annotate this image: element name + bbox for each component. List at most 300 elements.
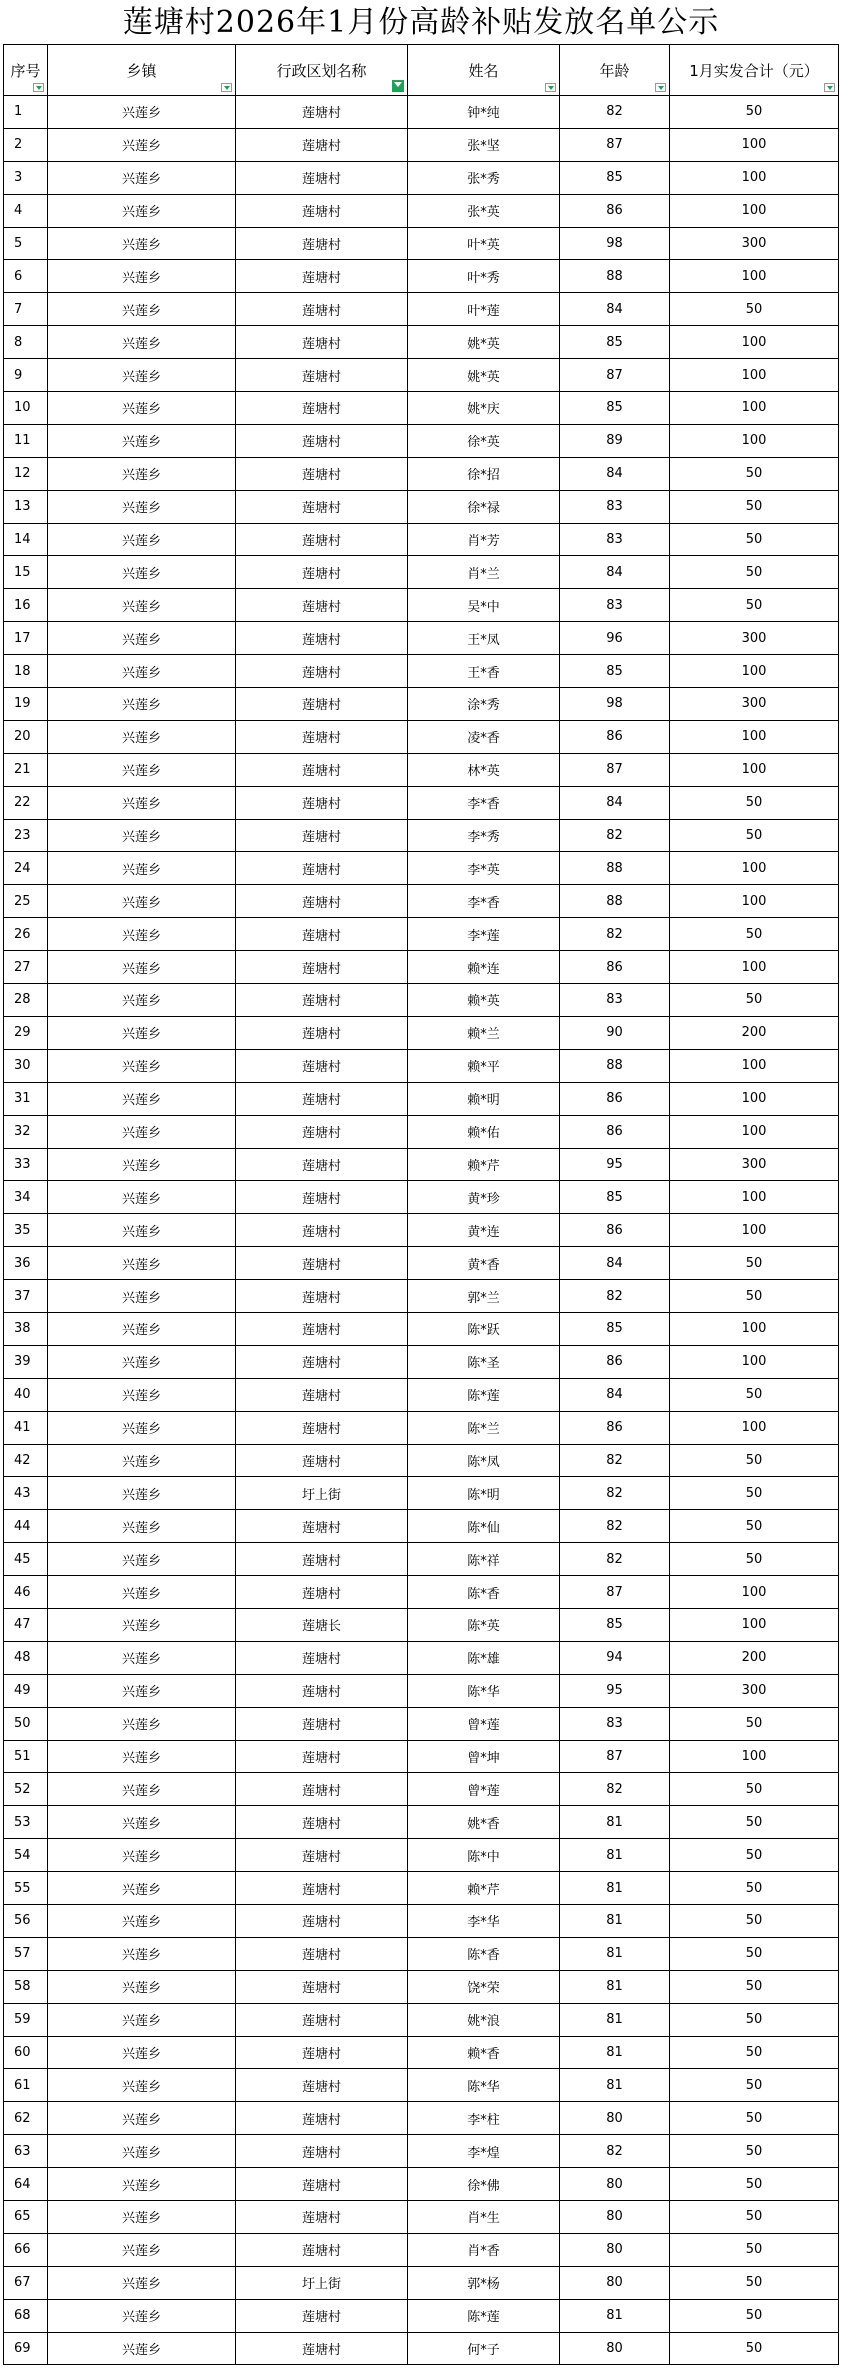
cell-district[interactable]: 莲塘村: [235, 820, 407, 852]
cell-town[interactable]: 兴莲乡: [47, 1806, 235, 1838]
cell-town[interactable]: 兴莲乡: [47, 1116, 235, 1148]
cell-name[interactable]: 徐*招: [407, 458, 559, 490]
cell-seq[interactable]: 60: [3, 2037, 47, 2069]
cell-district[interactable]: 莲塘村: [235, 1806, 407, 1838]
cell-age[interactable]: 83: [559, 491, 669, 523]
cell-amount[interactable]: 100: [669, 326, 839, 358]
cell-town[interactable]: 兴莲乡: [47, 1346, 235, 1378]
cell-district[interactable]: 莲塘村: [235, 1872, 407, 1904]
cell-name[interactable]: 钟*纯: [407, 96, 559, 128]
cell-district[interactable]: 莲塘村: [235, 1379, 407, 1411]
cell-name[interactable]: 李*英: [407, 852, 559, 884]
cell-district[interactable]: 莲塘村: [235, 1083, 407, 1115]
cell-name[interactable]: 陈*莲: [407, 2300, 559, 2332]
cell-name[interactable]: 叶*莲: [407, 293, 559, 325]
cell-age[interactable]: 81: [559, 1806, 669, 1838]
cell-age[interactable]: 81: [559, 2037, 669, 2069]
cell-age[interactable]: 86: [559, 1412, 669, 1444]
cell-seq[interactable]: 64: [3, 2168, 47, 2200]
cell-amount[interactable]: 50: [669, 2102, 839, 2134]
cell-seq[interactable]: 55: [3, 1872, 47, 1904]
cell-amount[interactable]: 50: [669, 1971, 839, 2003]
cell-name[interactable]: 姚*英: [407, 359, 559, 391]
cell-seq[interactable]: 15: [3, 556, 47, 588]
cell-age[interactable]: 80: [559, 2201, 669, 2233]
cell-district[interactable]: 莲塘村: [235, 1050, 407, 1082]
cell-name[interactable]: 王*香: [407, 655, 559, 687]
cell-seq[interactable]: 17: [3, 622, 47, 654]
cell-town[interactable]: 兴莲乡: [47, 326, 235, 358]
cell-amount[interactable]: 100: [669, 1116, 839, 1148]
cell-age[interactable]: 95: [559, 1675, 669, 1707]
cell-name[interactable]: 郭*兰: [407, 1280, 559, 1312]
cell-town[interactable]: 兴莲乡: [47, 2037, 235, 2069]
cell-town[interactable]: 兴莲乡: [47, 1477, 235, 1509]
cell-amount[interactable]: 50: [669, 1445, 839, 1477]
cell-town[interactable]: 兴莲乡: [47, 1609, 235, 1641]
filter-dropdown-icon[interactable]: [33, 83, 44, 92]
cell-amount[interactable]: 50: [669, 491, 839, 523]
cell-district[interactable]: 莲塘村: [235, 1214, 407, 1246]
cell-age[interactable]: 82: [559, 1280, 669, 1312]
filter-dropdown-icon[interactable]: [545, 83, 556, 92]
cell-amount[interactable]: 50: [669, 96, 839, 128]
cell-amount[interactable]: 50: [669, 918, 839, 950]
cell-name[interactable]: 张*英: [407, 195, 559, 227]
cell-district[interactable]: 莲塘村: [235, 96, 407, 128]
cell-district[interactable]: 莲塘村: [235, 129, 407, 161]
cell-town[interactable]: 兴莲乡: [47, 820, 235, 852]
cell-name[interactable]: 李*华: [407, 1905, 559, 1937]
cell-seq[interactable]: 31: [3, 1083, 47, 1115]
cell-amount[interactable]: 50: [669, 589, 839, 621]
cell-district[interactable]: 莲塘村: [235, 1346, 407, 1378]
cell-seq[interactable]: 61: [3, 2069, 47, 2101]
cell-district[interactable]: 莲塘村: [235, 885, 407, 917]
cell-name[interactable]: 李*秀: [407, 820, 559, 852]
cell-name[interactable]: 姚*香: [407, 1806, 559, 1838]
cell-age[interactable]: 85: [559, 1181, 669, 1213]
cell-age[interactable]: 86: [559, 1083, 669, 1115]
cell-town[interactable]: 兴莲乡: [47, 2234, 235, 2266]
cell-age[interactable]: 87: [559, 129, 669, 161]
cell-amount[interactable]: 100: [669, 1346, 839, 1378]
cell-district[interactable]: 莲塘村: [235, 655, 407, 687]
cell-age[interactable]: 86: [559, 1214, 669, 1246]
cell-name[interactable]: 曾*莲: [407, 1708, 559, 1740]
cell-amount[interactable]: 100: [669, 1313, 839, 1345]
header-district[interactable]: [235, 45, 407, 95]
cell-amount[interactable]: 50: [669, 787, 839, 819]
cell-seq[interactable]: 66: [3, 2234, 47, 2266]
cell-amount[interactable]: 50: [669, 556, 839, 588]
cell-district[interactable]: 莲塘村: [235, 2004, 407, 2036]
cell-age[interactable]: 96: [559, 622, 669, 654]
cell-name[interactable]: 赖*佑: [407, 1116, 559, 1148]
cell-district[interactable]: 莲塘村: [235, 1741, 407, 1773]
cell-seq[interactable]: 37: [3, 1280, 47, 1312]
cell-name[interactable]: 陈*雄: [407, 1642, 559, 1674]
cell-amount[interactable]: 50: [669, 984, 839, 1016]
cell-amount[interactable]: 100: [669, 1181, 839, 1213]
cell-district[interactable]: 莲塘村: [235, 1017, 407, 1049]
cell-town[interactable]: 兴莲乡: [47, 1872, 235, 1904]
cell-town[interactable]: 兴莲乡: [47, 2102, 235, 2134]
cell-amount[interactable]: 50: [669, 1379, 839, 1411]
cell-seq[interactable]: 47: [3, 1609, 47, 1641]
cell-district[interactable]: 莲塘村: [235, 556, 407, 588]
cell-name[interactable]: 陈*明: [407, 1477, 559, 1509]
cell-name[interactable]: 陈*跃: [407, 1313, 559, 1345]
cell-age[interactable]: 82: [559, 1543, 669, 1575]
cell-town[interactable]: 兴莲乡: [47, 491, 235, 523]
cell-town[interactable]: 兴莲乡: [47, 228, 235, 260]
cell-age[interactable]: 85: [559, 392, 669, 424]
cell-name[interactable]: 郭*杨: [407, 2267, 559, 2299]
cell-town[interactable]: 兴莲乡: [47, 1543, 235, 1575]
cell-age[interactable]: 86: [559, 1346, 669, 1378]
cell-amount[interactable]: 50: [669, 2037, 839, 2069]
cell-town[interactable]: 兴莲乡: [47, 1247, 235, 1279]
cell-seq[interactable]: 45: [3, 1543, 47, 1575]
cell-town[interactable]: 兴莲乡: [47, 1083, 235, 1115]
cell-town[interactable]: 兴莲乡: [47, 425, 235, 457]
cell-amount[interactable]: 100: [669, 1214, 839, 1246]
cell-seq[interactable]: 8: [3, 326, 47, 358]
cell-town[interactable]: 兴莲乡: [47, 721, 235, 753]
cell-name[interactable]: 赖*芹: [407, 1872, 559, 1904]
cell-seq[interactable]: 65: [3, 2201, 47, 2233]
cell-town[interactable]: 兴莲乡: [47, 1445, 235, 1477]
cell-amount[interactable]: 50: [669, 2004, 839, 2036]
cell-town[interactable]: 兴莲乡: [47, 984, 235, 1016]
cell-town[interactable]: 兴莲乡: [47, 1905, 235, 1937]
cell-amount[interactable]: 50: [669, 2201, 839, 2233]
cell-town[interactable]: 兴莲乡: [47, 2201, 235, 2233]
cell-age[interactable]: 85: [559, 1609, 669, 1641]
cell-seq[interactable]: 22: [3, 787, 47, 819]
cell-district[interactable]: 莲塘村: [235, 1938, 407, 1970]
cell-seq[interactable]: 59: [3, 2004, 47, 2036]
cell-town[interactable]: 兴莲乡: [47, 1675, 235, 1707]
cell-name[interactable]: 徐*佛: [407, 2168, 559, 2200]
cell-age[interactable]: 81: [559, 1905, 669, 1937]
cell-age[interactable]: 81: [559, 1839, 669, 1871]
cell-amount[interactable]: 50: [669, 1872, 839, 1904]
cell-seq[interactable]: 57: [3, 1938, 47, 1970]
cell-seq[interactable]: 23: [3, 820, 47, 852]
cell-name[interactable]: 赖*英: [407, 984, 559, 1016]
cell-age[interactable]: 82: [559, 1773, 669, 1805]
cell-district[interactable]: 莲塘村: [235, 195, 407, 227]
cell-amount[interactable]: 300: [669, 1149, 839, 1181]
cell-amount[interactable]: 50: [669, 2069, 839, 2101]
cell-district[interactable]: 莲塘村: [235, 2234, 407, 2266]
cell-age[interactable]: 83: [559, 984, 669, 1016]
cell-seq[interactable]: 34: [3, 1181, 47, 1213]
cell-age[interactable]: 87: [559, 1576, 669, 1608]
cell-age[interactable]: 88: [559, 260, 669, 292]
cell-age[interactable]: 84: [559, 1247, 669, 1279]
cell-amount[interactable]: 100: [669, 1609, 839, 1641]
cell-town[interactable]: 兴莲乡: [47, 1510, 235, 1542]
cell-district[interactable]: 莲塘村: [235, 1181, 407, 1213]
header-seq[interactable]: [3, 45, 47, 95]
cell-amount[interactable]: 50: [669, 1708, 839, 1740]
cell-age[interactable]: 86: [559, 1116, 669, 1148]
filter-dropdown-icon[interactable]: [221, 83, 232, 92]
cell-amount[interactable]: 50: [669, 1280, 839, 1312]
cell-name[interactable]: 肖*兰: [407, 556, 559, 588]
cell-town[interactable]: 兴莲乡: [47, 1149, 235, 1181]
cell-town[interactable]: 兴莲乡: [47, 1839, 235, 1871]
cell-name[interactable]: 赖*明: [407, 1083, 559, 1115]
cell-seq[interactable]: 9: [3, 359, 47, 391]
cell-age[interactable]: 87: [559, 754, 669, 786]
cell-amount[interactable]: 300: [669, 228, 839, 260]
cell-age[interactable]: 84: [559, 293, 669, 325]
cell-amount[interactable]: 100: [669, 885, 839, 917]
cell-district[interactable]: 莲塘村: [235, 1839, 407, 1871]
cell-age[interactable]: 85: [559, 1313, 669, 1345]
cell-seq[interactable]: 33: [3, 1149, 47, 1181]
cell-district[interactable]: 莲塘村: [235, 2201, 407, 2233]
cell-seq[interactable]: 27: [3, 951, 47, 983]
cell-name[interactable]: 王*凤: [407, 622, 559, 654]
cell-seq[interactable]: 14: [3, 524, 47, 556]
cell-seq[interactable]: 1: [3, 96, 47, 128]
cell-name[interactable]: 陈*仙: [407, 1510, 559, 1542]
cell-district[interactable]: 莲塘村: [235, 1905, 407, 1937]
cell-seq[interactable]: 48: [3, 1642, 47, 1674]
cell-age[interactable]: 81: [559, 2069, 669, 2101]
cell-town[interactable]: 兴莲乡: [47, 1214, 235, 1246]
cell-town[interactable]: 兴莲乡: [47, 2267, 235, 2299]
cell-amount[interactable]: 100: [669, 951, 839, 983]
cell-amount[interactable]: 100: [669, 1050, 839, 1082]
cell-name[interactable]: 李*莲: [407, 918, 559, 950]
cell-name[interactable]: 叶*英: [407, 228, 559, 260]
cell-town[interactable]: 兴莲乡: [47, 1181, 235, 1213]
cell-district[interactable]: 莲塘村: [235, 1149, 407, 1181]
cell-district[interactable]: 莲塘村: [235, 721, 407, 753]
cell-town[interactable]: 兴莲乡: [47, 293, 235, 325]
cell-name[interactable]: 吴*中: [407, 589, 559, 621]
cell-age[interactable]: 81: [559, 1971, 669, 2003]
cell-seq[interactable]: 38: [3, 1313, 47, 1345]
cell-name[interactable]: 陈*中: [407, 1839, 559, 1871]
cell-seq[interactable]: 10: [3, 392, 47, 424]
cell-age[interactable]: 90: [559, 1017, 669, 1049]
cell-age[interactable]: 88: [559, 1050, 669, 1082]
cell-name[interactable]: 黄*连: [407, 1214, 559, 1246]
cell-town[interactable]: 兴莲乡: [47, 524, 235, 556]
filter-dropdown-icon[interactable]: [824, 83, 835, 92]
cell-amount[interactable]: 100: [669, 721, 839, 753]
cell-amount[interactable]: 50: [669, 820, 839, 852]
cell-seq[interactable]: 68: [3, 2300, 47, 2332]
cell-district[interactable]: 莲塘村: [235, 589, 407, 621]
cell-age[interactable]: 86: [559, 721, 669, 753]
cell-name[interactable]: 姚*浪: [407, 2004, 559, 2036]
cell-name[interactable]: 林*英: [407, 754, 559, 786]
cell-district[interactable]: 莲塘村: [235, 162, 407, 194]
cell-amount[interactable]: 50: [669, 293, 839, 325]
cell-seq[interactable]: 2: [3, 129, 47, 161]
cell-amount[interactable]: 200: [669, 1642, 839, 1674]
cell-town[interactable]: 兴莲乡: [47, 1708, 235, 1740]
cell-district[interactable]: 莲塘村: [235, 2037, 407, 2069]
cell-age[interactable]: 80: [559, 2234, 669, 2266]
cell-district[interactable]: 莲塘村: [235, 1445, 407, 1477]
cell-district[interactable]: 莲塘村: [235, 1412, 407, 1444]
cell-age[interactable]: 85: [559, 655, 669, 687]
cell-town[interactable]: 兴莲乡: [47, 787, 235, 819]
cell-age[interactable]: 98: [559, 228, 669, 260]
cell-town[interactable]: 兴莲乡: [47, 885, 235, 917]
cell-town[interactable]: 兴莲乡: [47, 1938, 235, 1970]
cell-name[interactable]: 赖*平: [407, 1050, 559, 1082]
cell-name[interactable]: 陈*英: [407, 1609, 559, 1641]
cell-town[interactable]: 兴莲乡: [47, 1050, 235, 1082]
cell-seq[interactable]: 36: [3, 1247, 47, 1279]
filter-active-icon[interactable]: [392, 80, 404, 92]
cell-district[interactable]: 莲塘村: [235, 524, 407, 556]
cell-district[interactable]: 莲塘村: [235, 1708, 407, 1740]
cell-district[interactable]: 莲塘村: [235, 1576, 407, 1608]
cell-age[interactable]: 82: [559, 1477, 669, 1509]
cell-town[interactable]: 兴莲乡: [47, 1576, 235, 1608]
cell-name[interactable]: 陈*华: [407, 2069, 559, 2101]
cell-age[interactable]: 84: [559, 458, 669, 490]
cell-district[interactable]: 莲塘村: [235, 228, 407, 260]
cell-town[interactable]: 兴莲乡: [47, 2069, 235, 2101]
cell-seq[interactable]: 19: [3, 688, 47, 720]
cell-town[interactable]: 兴莲乡: [47, 2333, 235, 2365]
cell-district[interactable]: 莲塘村: [235, 425, 407, 457]
cell-district[interactable]: 莲塘村: [235, 1116, 407, 1148]
cell-amount[interactable]: 100: [669, 1741, 839, 1773]
cell-name[interactable]: 陈*兰: [407, 1412, 559, 1444]
cell-seq[interactable]: 44: [3, 1510, 47, 1542]
cell-name[interactable]: 张*秀: [407, 162, 559, 194]
filter-dropdown-icon[interactable]: [655, 83, 666, 92]
cell-district[interactable]: 莲塘村: [235, 918, 407, 950]
cell-town[interactable]: 兴莲乡: [47, 2300, 235, 2332]
cell-seq[interactable]: 42: [3, 1445, 47, 1477]
cell-seq[interactable]: 20: [3, 721, 47, 753]
cell-age[interactable]: 95: [559, 1149, 669, 1181]
cell-amount[interactable]: 100: [669, 162, 839, 194]
cell-seq[interactable]: 26: [3, 918, 47, 950]
cell-town[interactable]: 兴莲乡: [47, 2004, 235, 2036]
cell-amount[interactable]: 50: [669, 1839, 839, 1871]
cell-district[interactable]: 莲塘村: [235, 326, 407, 358]
cell-town[interactable]: 兴莲乡: [47, 1741, 235, 1773]
cell-seq[interactable]: 46: [3, 1576, 47, 1608]
cell-name[interactable]: 徐*禄: [407, 491, 559, 523]
cell-amount[interactable]: 50: [669, 1543, 839, 1575]
cell-amount[interactable]: 50: [669, 1773, 839, 1805]
cell-town[interactable]: 兴莲乡: [47, 1773, 235, 1805]
cell-town[interactable]: 兴莲乡: [47, 688, 235, 720]
cell-district[interactable]: 莲塘村: [235, 754, 407, 786]
cell-name[interactable]: 赖*芹: [407, 1149, 559, 1181]
cell-town[interactable]: 兴莲乡: [47, 951, 235, 983]
cell-district[interactable]: 莲塘长: [235, 1609, 407, 1641]
cell-district[interactable]: 莲塘村: [235, 458, 407, 490]
cell-district[interactable]: 莲塘村: [235, 2102, 407, 2134]
cell-name[interactable]: 陈*香: [407, 1576, 559, 1608]
cell-district[interactable]: 圩上街: [235, 1477, 407, 1509]
cell-seq[interactable]: 39: [3, 1346, 47, 1378]
cell-age[interactable]: 82: [559, 1445, 669, 1477]
cell-district[interactable]: 莲塘村: [235, 1247, 407, 1279]
cell-age[interactable]: 85: [559, 162, 669, 194]
cell-seq[interactable]: 11: [3, 425, 47, 457]
cell-town[interactable]: 兴莲乡: [47, 195, 235, 227]
cell-seq[interactable]: 6: [3, 260, 47, 292]
cell-district[interactable]: 莲塘村: [235, 1313, 407, 1345]
cell-name[interactable]: 陈*莲: [407, 1379, 559, 1411]
cell-amount[interactable]: 50: [669, 2135, 839, 2167]
cell-name[interactable]: 曾*坤: [407, 1741, 559, 1773]
cell-age[interactable]: 86: [559, 951, 669, 983]
cell-age[interactable]: 80: [559, 2102, 669, 2134]
cell-age[interactable]: 82: [559, 820, 669, 852]
cell-district[interactable]: 莲塘村: [235, 1543, 407, 1575]
cell-name[interactable]: 叶*秀: [407, 260, 559, 292]
cell-seq[interactable]: 28: [3, 984, 47, 1016]
cell-age[interactable]: 88: [559, 885, 669, 917]
cell-town[interactable]: 兴莲乡: [47, 918, 235, 950]
cell-name[interactable]: 肖*香: [407, 2234, 559, 2266]
cell-amount[interactable]: 50: [669, 2234, 839, 2266]
cell-district[interactable]: 莲塘村: [235, 293, 407, 325]
cell-seq[interactable]: 29: [3, 1017, 47, 1049]
cell-seq[interactable]: 4: [3, 195, 47, 227]
cell-amount[interactable]: 50: [669, 524, 839, 556]
cell-age[interactable]: 82: [559, 96, 669, 128]
cell-town[interactable]: 兴莲乡: [47, 1313, 235, 1345]
cell-name[interactable]: 姚*英: [407, 326, 559, 358]
cell-town[interactable]: 兴莲乡: [47, 260, 235, 292]
cell-seq[interactable]: 3: [3, 162, 47, 194]
cell-amount[interactable]: 200: [669, 1017, 839, 1049]
header-name[interactable]: [407, 45, 559, 95]
cell-name[interactable]: 李*柱: [407, 2102, 559, 2134]
cell-age[interactable]: 84: [559, 556, 669, 588]
cell-age[interactable]: 82: [559, 918, 669, 950]
cell-seq[interactable]: 67: [3, 2267, 47, 2299]
cell-town[interactable]: 兴莲乡: [47, 2168, 235, 2200]
cell-amount[interactable]: 50: [669, 2267, 839, 2299]
cell-age[interactable]: 81: [559, 2004, 669, 2036]
cell-name[interactable]: 赖*香: [407, 2037, 559, 2069]
cell-amount[interactable]: 300: [669, 688, 839, 720]
cell-age[interactable]: 83: [559, 524, 669, 556]
cell-name[interactable]: 凌*香: [407, 721, 559, 753]
cell-town[interactable]: 兴莲乡: [47, 96, 235, 128]
cell-age[interactable]: 85: [559, 326, 669, 358]
cell-age[interactable]: 89: [559, 425, 669, 457]
cell-name[interactable]: 何*子: [407, 2333, 559, 2365]
cell-seq[interactable]: 63: [3, 2135, 47, 2167]
cell-age[interactable]: 94: [559, 1642, 669, 1674]
cell-amount[interactable]: 50: [669, 1905, 839, 1937]
cell-amount[interactable]: 100: [669, 260, 839, 292]
cell-name[interactable]: 陈*凤: [407, 1445, 559, 1477]
